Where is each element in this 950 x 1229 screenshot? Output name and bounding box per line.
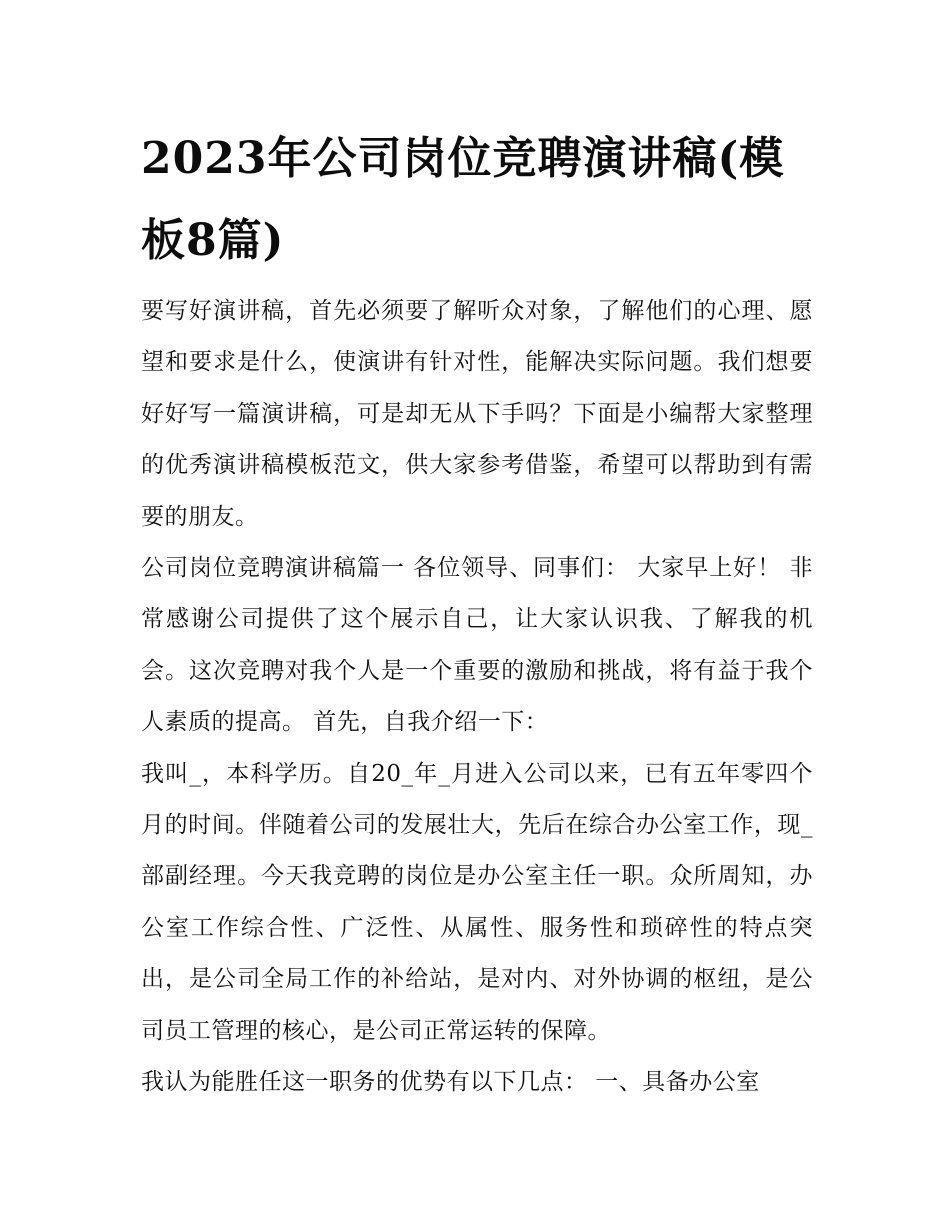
advantages-paragraph: 我认为能胜任这一职务的优势有以下几点： 一、具备办公室 <box>141 1069 760 1096</box>
document-body <box>141 118 813 1109</box>
intro-paragraph: 要写好演讲稿，首先必须要了解听众对象，了解他们的心理、愿望和要求是什么，使演讲有针对性，能解决实际问题。我们想要好好写一篇演讲稿，可是却无从下手吗？下面是小编帮大家整理的优秀演讲稿模板范文，供大家参考借鉴，希望可以帮助到有需要的朋友。 <box>141 298 813 530</box>
document-title: 2023年公司岗位竞聘演讲稿(模板8篇) <box>141 133 785 266</box>
self-introduction-paragraph: 我叫_，本科学历。自20_年_月进入公司以来，已有五年零四个月的时间。伴随着公司的发展壮大，先后在综合办公室工作，现_部副经理。今天我竞聘的岗位是办公室主任一职。众所周知，办公室工作综合性、广泛性、从属性、服务性和琐碎性的特点突出，是公司全局工作的补给站，是对内、对外协调的枢纽，是公司员工管理的核心，是公司正常运转的保障。 <box>141 760 813 1044</box>
speech-opening-paragraph: 公司岗位竞聘演讲稿篇一 各位领导、同事们： 大家早上好！ 非常感谢公司提供了这个展示自己，让大家认识我、了解我的机会。这次竞聘对我个人是一个重要的激励和挑战，将有益于我个人素质的提高。 首先，自我介绍一下： <box>141 555 813 736</box>
